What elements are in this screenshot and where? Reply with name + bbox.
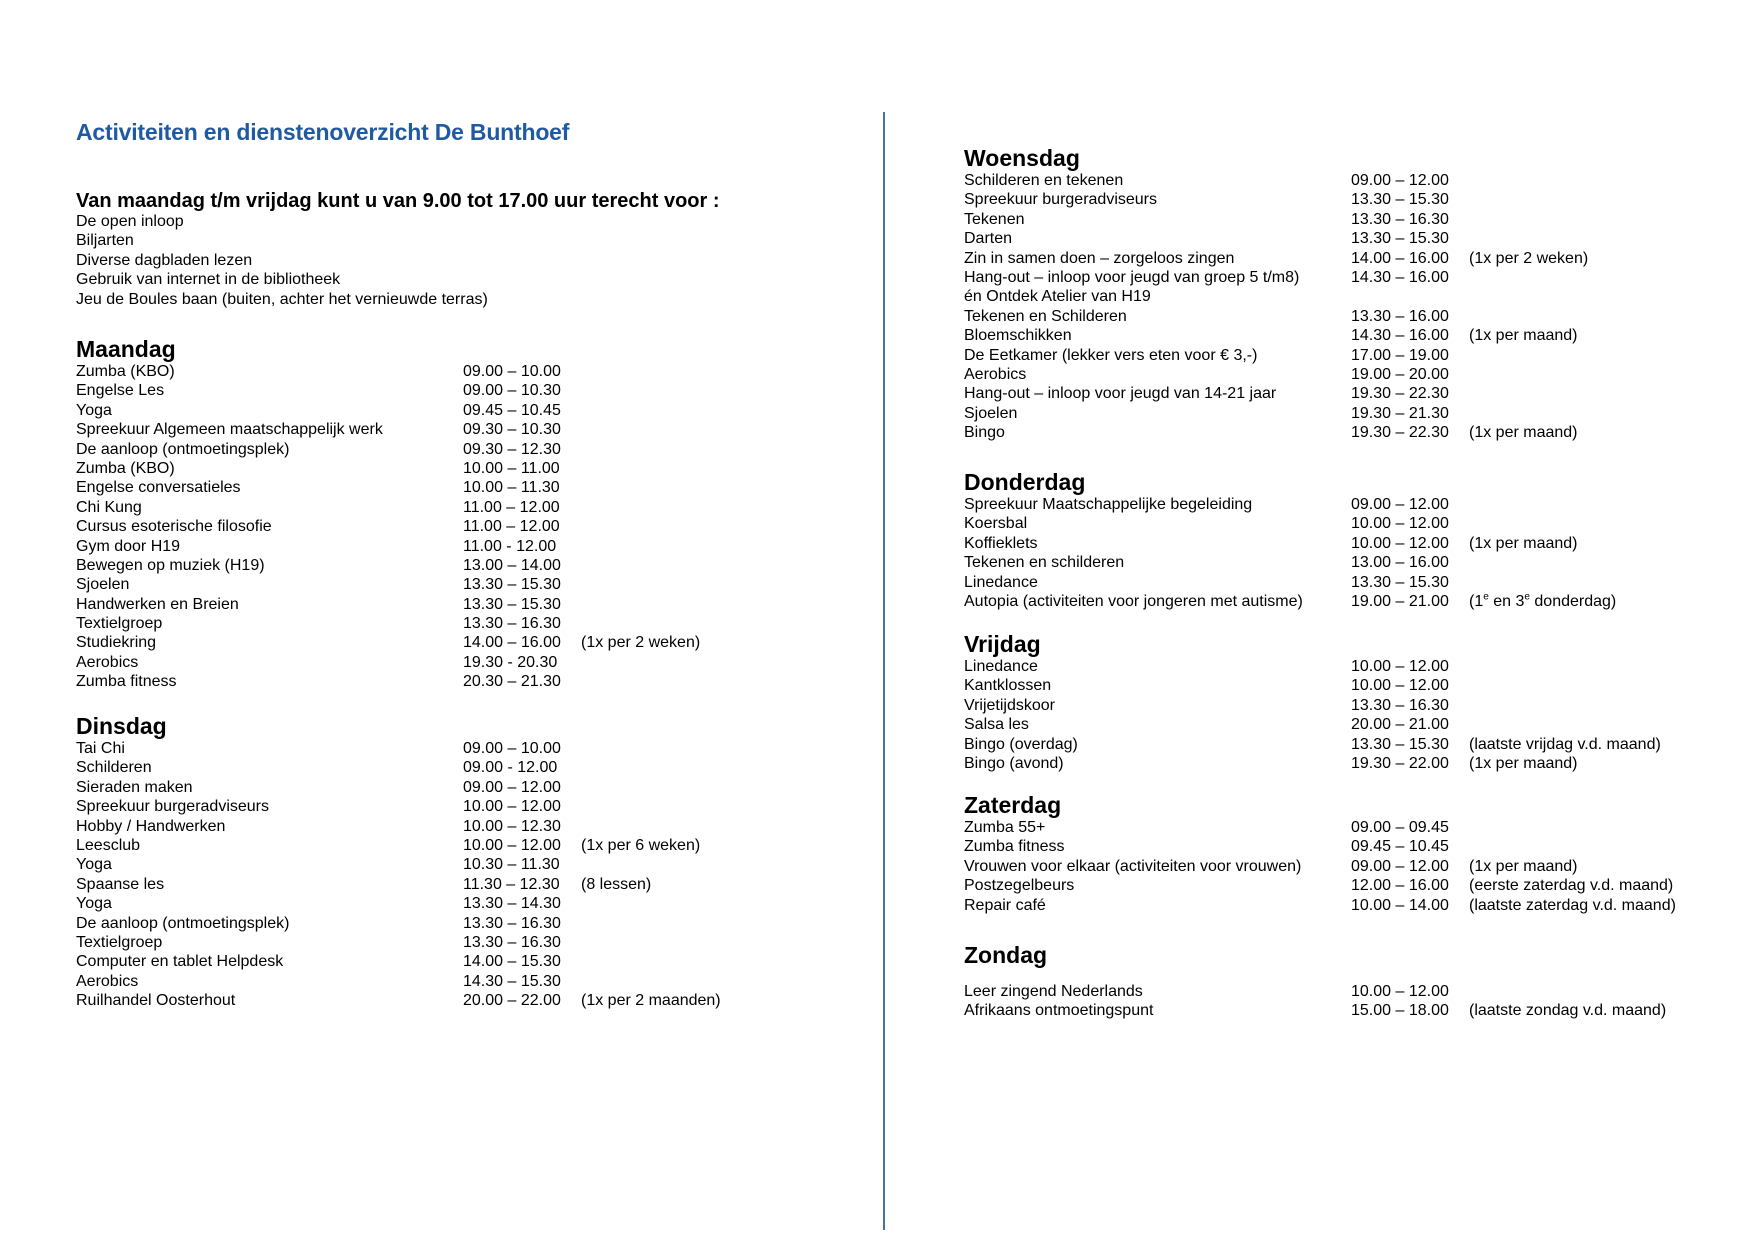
activity-time: 13.00 – 14.00 [463, 556, 561, 574]
schedule-row [76, 575, 836, 594]
activity-name: Linedance [964, 573, 1038, 591]
schedule-row [964, 754, 1724, 773]
activity-name: Handwerken en Breien [76, 595, 239, 613]
activity-time: 19.30 – 22.00 [1351, 754, 1449, 772]
activity-name: Ruilhandel Oosterhout [76, 992, 236, 1010]
schedule-list [964, 495, 1724, 611]
activity-time: 14.00 – 16.00 [1351, 249, 1449, 267]
day-heading: Zondag [964, 942, 1048, 968]
schedule-row [964, 307, 1724, 326]
activity-time: 09.00 – 12.00 [1351, 172, 1449, 189]
schedule-row [964, 837, 1724, 856]
activity-name: Bingo (avond) [964, 754, 1064, 772]
schedule-row [76, 459, 836, 478]
activity-name: Gym door H19 [76, 537, 181, 555]
activity-name: Tekenen en schilderen [964, 554, 1125, 572]
schedule-row [964, 495, 1724, 514]
schedule-row [964, 534, 1724, 553]
activity-time: 20.30 – 21.30 [463, 673, 561, 691]
activity-time: 14.30 – 16.00 [1351, 327, 1449, 345]
activity-name: Darten [964, 230, 1013, 248]
schedule-row [964, 229, 1724, 248]
day-heading: Maandag [76, 336, 176, 362]
schedule-row [76, 440, 836, 459]
activity-time: 11.30 – 12.30 [463, 875, 560, 893]
activity-time: 13.30 – 16.30 [463, 933, 561, 951]
activity-time: 13.30 – 16.30 [1351, 210, 1449, 228]
activity-name: De aanloop (ontmoetingsplek) [76, 914, 290, 932]
activity-time: 13.30 – 15.30 [1351, 191, 1449, 209]
activity-note: (1x per maand) [1469, 327, 1578, 345]
schedule-row [964, 404, 1724, 423]
activity-time: 19.30 – 22.30 [1351, 385, 1449, 403]
activity-name: Koersbal [964, 515, 1028, 533]
activity-name: Postzegelbeurs [964, 877, 1075, 895]
schedule-row [76, 556, 836, 575]
activity-name: Koffieklets [964, 534, 1038, 552]
activity-time: 09.30 – 12.30 [463, 440, 561, 458]
schedule-row [76, 778, 836, 797]
activity-name: Aerobics [76, 653, 139, 671]
activity-name: Bewegen op muziek (H19) [76, 556, 265, 574]
activity-note: (8 lessen) [581, 875, 652, 893]
activity-name: Tekenen [964, 210, 1025, 228]
activity-note: (1x per maand) [1469, 424, 1578, 442]
intro-item: Jeu de Boules baan (buiten, achter het vernieuwde terras) [76, 290, 488, 308]
activity-time: 13.30 – 15.30 [1351, 230, 1449, 248]
activity-name: Sieraden maken [76, 778, 193, 796]
activity-note: (1x per 2 weken) [1469, 249, 1589, 267]
activity-time: 15.00 – 18.00 [1351, 1002, 1449, 1020]
activity-time: 10.00 – 12.00 [1351, 658, 1449, 675]
activity-name: Cursus esoterische filosofie [76, 518, 272, 536]
activity-time: 09.45 – 10.45 [1351, 838, 1449, 856]
day-section-zondag [964, 942, 1724, 1021]
intro-item: De open inloop [76, 213, 184, 230]
schedule-row [964, 210, 1724, 229]
activity-name: Hobby / Handwerken [76, 817, 226, 835]
activity-time: 09.00 – 10.30 [463, 382, 561, 400]
schedule-row [964, 676, 1724, 695]
activity-name: Sjoelen [964, 404, 1018, 422]
activity-name: Zumba fitness [964, 838, 1065, 856]
activity-name: Spreekuur burgeradviseurs [964, 191, 1157, 209]
schedule-row [76, 517, 836, 536]
activity-time: 09.00 – 12.00 [1351, 857, 1449, 875]
schedule-list [964, 982, 1724, 1021]
activity-name: Yoga [76, 401, 112, 419]
activity-name: Zin in samen doen – zorgeloos zingen [964, 249, 1235, 267]
activity-name-continued: én Ontdek Atelier van H19 [964, 288, 1151, 306]
schedule-row [76, 614, 836, 633]
day-section-zaterdag [964, 792, 1724, 915]
schedule-row [76, 836, 836, 855]
schedule-row [76, 914, 836, 933]
activity-time: 14.30 – 15.30 [463, 972, 561, 990]
activity-name: Engelse conversatieles [76, 479, 241, 497]
day-section-donderdag [964, 469, 1724, 611]
activity-name: Chi Kung [76, 498, 142, 516]
activity-time: 13.30 – 16.30 [463, 615, 561, 633]
activity-time: 10.00 – 12.00 [463, 836, 561, 854]
activity-name: Aerobics [76, 972, 139, 990]
note-part: donderdag) [1529, 592, 1617, 610]
schedule-row [964, 573, 1724, 592]
activity-time: 12.00 – 16.00 [1351, 877, 1449, 895]
activity-name: Bloemschikken [964, 327, 1072, 345]
activity-name: Autopia (activiteiten voor jongeren met autisme) [964, 592, 1303, 610]
activity-time: 13.30 – 14.30 [463, 895, 561, 913]
intro-heading: Van maandag t/m vrijdag kunt u van 9.00 tot 17.00 uur terecht voor : [76, 190, 720, 212]
activity-name: Schilderen [76, 759, 152, 777]
activity-name: Bingo [964, 424, 1005, 442]
activity-time: 14.00 – 15.30 [463, 953, 561, 971]
activity-name: Textielgroep [76, 615, 163, 633]
schedule-row [76, 972, 836, 991]
activity-time: 14.30 – 16.00 [1351, 268, 1449, 286]
day-heading: Donderdag [964, 469, 1086, 495]
activity-note [1469, 592, 1616, 611]
schedule-row [76, 797, 836, 816]
schedule-row [76, 672, 836, 691]
activity-time: 11.00 - 12.00 [463, 537, 557, 555]
activity-time: 09.30 – 10.30 [463, 421, 561, 439]
schedule-row [76, 991, 836, 1010]
activity-time: 19.30 – 22.30 [1351, 424, 1449, 442]
activity-name: Zumba 55+ [964, 819, 1046, 836]
activity-time: 09.00 – 10.00 [463, 363, 561, 380]
activity-note: (1x per maand) [1469, 857, 1578, 875]
activity-time: 13.30 – 15.30 [1351, 573, 1449, 591]
activity-name: Aerobics [964, 365, 1027, 383]
schedule-row [76, 739, 836, 758]
schedule-row [964, 365, 1724, 384]
day-section-woensdag [964, 145, 1724, 442]
activity-name: Salsa les [964, 716, 1029, 734]
schedule-list [964, 657, 1724, 773]
activity-name: Studiekring [76, 634, 157, 652]
activity-name: Sjoelen [76, 576, 130, 594]
activity-time: 10.00 – 11.30 [463, 479, 560, 497]
schedule-row [76, 362, 836, 381]
schedule-row [76, 498, 836, 517]
column-divider [883, 112, 885, 1230]
activity-time: 10.00 – 12.00 [1351, 515, 1449, 533]
activity-time: 10.30 – 11.30 [463, 856, 560, 874]
schedule-row [964, 657, 1724, 676]
intro-item: Gebruik van internet in de bibliotheek [76, 271, 341, 289]
intro-list [76, 212, 488, 309]
activity-note: (laatste zaterdag v.d. maand) [1469, 896, 1676, 914]
day-heading: Dinsdag [76, 713, 167, 739]
day-heading: Woensdag [964, 145, 1080, 171]
schedule-row [964, 1001, 1724, 1020]
activity-time: 09.00 - 12.00 [463, 759, 558, 777]
schedule-list [76, 362, 836, 692]
activity-time: 13.30 – 15.30 [463, 595, 561, 613]
activity-name: Zumba fitness [76, 673, 177, 691]
activity-time: 09.45 – 10.45 [463, 401, 561, 419]
activity-name: De Eetkamer (lekker vers eten voor € 3,-) [964, 346, 1258, 364]
activity-name: Hang-out – inloop voor jeugd van groep 5 t/m8) [964, 268, 1300, 286]
schedule-row [964, 190, 1724, 209]
activity-note: (1x per maand) [1469, 534, 1578, 552]
activity-time: 09.00 – 10.00 [463, 740, 561, 757]
activity-time: 19.30 – 21.30 [1351, 404, 1449, 422]
activity-time: 11.00 – 12.00 [463, 518, 560, 536]
activity-time: 09.00 – 12.00 [463, 778, 561, 796]
activity-name: Tai Chi [76, 740, 125, 757]
activity-time: 13.00 – 16.00 [1351, 554, 1449, 572]
activity-note: (1x per maand) [1469, 754, 1578, 772]
activity-note: (laatste vrijdag v.d. maand) [1469, 735, 1661, 753]
page-title: Activiteiten en dienstenoverzicht De Bunthoef [76, 119, 570, 145]
schedule-row [76, 633, 836, 652]
schedule-row [76, 952, 836, 971]
schedule-row [964, 696, 1724, 715]
day-section-dinsdag [76, 713, 836, 1010]
activity-note: (1x per 6 weken) [581, 836, 701, 854]
schedule-row [76, 875, 836, 894]
activity-name: Engelse Les [76, 382, 165, 400]
activity-time: 17.00 – 19.00 [1351, 346, 1449, 364]
note-part: (1 [1469, 592, 1484, 610]
activity-note: (1x per 2 maanden) [581, 992, 721, 1010]
activity-name: Hang-out – inloop voor jeugd van 14-21 jaar [964, 385, 1277, 403]
intro-item: Biljarten [76, 232, 134, 250]
activity-name: Spaanse les [76, 875, 165, 893]
activity-time: 19.00 – 20.00 [1351, 365, 1449, 383]
schedule-row [964, 268, 1724, 307]
schedule-row [76, 381, 836, 400]
activity-name: Yoga [76, 856, 112, 874]
activity-time: 13.30 – 16.00 [1351, 307, 1449, 325]
activity-note: (eerste zaterdag v.d. maand) [1469, 877, 1674, 895]
schedule-row [76, 758, 836, 777]
ordinal-suffix: e [1524, 591, 1530, 603]
schedule-row [964, 592, 1724, 611]
activity-name: Vrouwen voor elkaar (activiteiten voor vrouwen) [964, 857, 1302, 875]
activity-name: Repair café [964, 896, 1046, 914]
activity-name: Linedance [964, 658, 1038, 675]
activity-time: 10.00 – 12.00 [1351, 983, 1449, 1000]
day-heading: Zaterdag [964, 792, 1062, 818]
schedule-row [964, 896, 1724, 915]
schedule-row [76, 817, 836, 836]
day-section-maandag [76, 336, 836, 692]
activity-time: 20.00 – 22.00 [463, 992, 561, 1010]
activity-name: Zumba (KBO) [76, 459, 175, 477]
schedule-row [76, 653, 836, 672]
schedule-row [76, 401, 836, 420]
activity-time: 10.00 – 12.00 [463, 798, 561, 816]
activity-name: Spreekuur Algemeen maatschappelijk werk [76, 421, 383, 439]
schedule-row [964, 715, 1724, 734]
note-part: en 3 [1488, 592, 1525, 610]
schedule-row [76, 478, 836, 497]
activity-time: 10.00 – 11.00 [463, 459, 560, 477]
activity-name: Spreekuur burgeradviseurs [76, 798, 269, 816]
schedule-row [964, 553, 1724, 572]
activity-name: Leer zingend Nederlands [964, 983, 1143, 1000]
schedule-row [76, 894, 836, 913]
activity-time: 10.00 – 12.30 [463, 817, 561, 835]
activity-name: Spreekuur Maatschappelijke begeleiding [964, 496, 1253, 513]
activity-time: 13.30 – 16.30 [1351, 696, 1449, 714]
schedule-list [964, 818, 1724, 915]
activity-name: De aanloop (ontmoetingsplek) [76, 440, 290, 458]
schedule-row [964, 514, 1724, 533]
schedule-row [76, 595, 836, 614]
activity-time: 10.00 – 12.00 [1351, 677, 1449, 695]
schedule-row [76, 933, 836, 952]
schedule-row [964, 982, 1724, 1001]
activity-name: Schilderen en tekenen [964, 172, 1124, 189]
activity-name: Vrijetijdskoor [964, 696, 1055, 714]
activity-note: (1x per 2 weken) [581, 634, 701, 652]
activity-time: 13.30 – 15.30 [463, 576, 561, 594]
activity-name: Zumba (KBO) [76, 363, 175, 380]
schedule-row [964, 857, 1724, 876]
activity-name: Computer en tablet Helpdesk [76, 953, 284, 971]
schedule-row [964, 384, 1724, 403]
schedule-row [964, 876, 1724, 895]
schedule-row [964, 249, 1724, 268]
activity-name: Kantklossen [964, 677, 1052, 695]
activity-time: 11.00 – 12.00 [463, 498, 560, 516]
ordinal-suffix: e [1483, 591, 1489, 603]
day-section-vrijdag [964, 631, 1724, 773]
activity-name: Bingo (overdag) [964, 735, 1078, 753]
schedule-list [964, 171, 1724, 442]
activity-name: Textielgroep [76, 933, 163, 951]
intro-item: Diverse dagbladen lezen [76, 251, 253, 269]
schedule-row [76, 420, 836, 439]
schedule-row [964, 818, 1724, 837]
activity-time: 09.00 – 09.45 [1351, 819, 1449, 836]
activity-time: 20.00 – 21.00 [1351, 716, 1449, 734]
schedule-row [964, 346, 1724, 365]
activity-name: Afrikaans ontmoetingspunt [964, 1002, 1154, 1020]
schedule-list [76, 739, 836, 1010]
schedule-row [964, 735, 1724, 754]
activity-time: 13.30 – 15.30 [1351, 735, 1449, 753]
activity-name: Yoga [76, 895, 112, 913]
activity-name: Tekenen en Schilderen [964, 307, 1127, 325]
activity-time: 10.00 – 12.00 [1351, 534, 1449, 552]
activity-time: 19.30 - 20.30 [463, 653, 558, 671]
day-heading: Vrijdag [964, 631, 1041, 657]
activity-time: 14.00 – 16.00 [463, 634, 561, 652]
activity-time: 13.30 – 16.30 [463, 914, 561, 932]
schedule-row [964, 326, 1724, 345]
activity-name: Leesclub [76, 836, 141, 854]
activity-note: (laatste zondag v.d. maand) [1469, 1002, 1667, 1020]
activity-time: 19.00 – 21.00 [1351, 592, 1449, 610]
schedule-row [964, 171, 1724, 190]
activity-time: 10.00 – 14.00 [1351, 896, 1449, 914]
schedule-row [76, 855, 836, 874]
activity-time: 09.00 – 12.00 [1351, 496, 1449, 513]
schedule-row [76, 537, 836, 556]
schedule-row [964, 423, 1724, 442]
